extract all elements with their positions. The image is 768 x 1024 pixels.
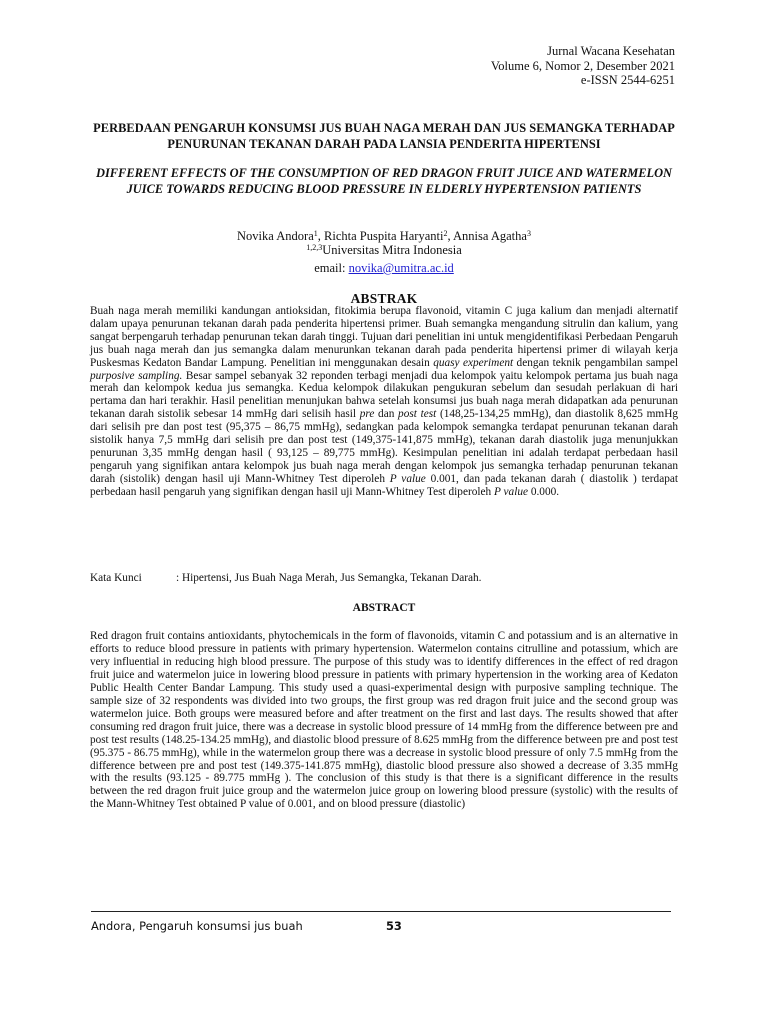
keywords-label: Kata Kunci [90,572,142,584]
abstrak-text-part: (148,25-134,25 mmHg), dan diastolik 8,625 mmHg dari selisih pre dan post test (95,375 – 86,75 mmHg), sedangkan pada kelompok semangka terdapat penurunan tekanan darah sistolik hanya 7,5 mmHg dari selisih pre dan post test (149,375-141,875 mmHg), tekanan darah diastolik juga menunjukkan penurunan 3,35 mmHg dengan hasil ( 93,125 – 89,775 mmHg). Kesimpulan penelitian ini adalah terdapat perbedaan hasil pengaruh yang signifikan antara kelompok jus buah naga merah dengan kelompok jus semangka terhadap penurunan tekanan darah (sistolik) dengan hasil uji Mann-Whitney Test diperoleh [90,408,679,485]
abstrak-italic-term: P value [389,472,426,485]
keywords-line [90,572,678,585]
page-number: 53 [386,919,402,933]
journal-header [491,44,675,88]
abstrak-italic-term: post test [398,408,437,421]
abstrak-text-part: 0.000. [528,485,560,498]
author-name: Richta Puspita Haryanti [324,229,444,243]
email-line [90,261,678,275]
abstrak-italic-term: quasy experiment [433,356,514,369]
journal-name: Jurnal Wacana Kesehatan [547,44,675,58]
abstrak-text-part: dan [374,408,399,421]
abstrak-text-part: Buah naga merah memiliki kandungan antioksidan, fitokimia berupa flavonoid, vitamin C juga kalium dan menjadi alternatif dalam upaya penurunan tekanan darah pada penderita hipertensi primer. Buah semangka mengandung sitrulin dan kalium, yang sangat berpengaruh terhadap penurunan tekan darah tinggi. Tujuan dari penelitian ini untuk mengidentifikasi Perbedaan Pengaruh jus buah naga merah dan jus semangka dalam menurunkan tekanan darah pada penderita hipertensi primer di wilayah kerja Puskesmas Kedaton Bandar Lampung. Penelitian ini menggunakan desain [90,305,678,369]
author-superscript: 3 [526,229,531,238]
abstrak-text-part: dengan teknik pengambilan sampel [513,356,678,369]
affiliation [90,243,678,257]
author-name: Novika Andora [237,229,314,243]
author-name: Annisa Agatha [453,229,527,243]
keywords-value: : Hipertensi, Jus Buah Naga Merah, Jus Semangka, Tekanan Darah. [176,572,482,584]
abstract-heading: ABSTRACT [352,602,416,614]
footer-divider [91,911,671,912]
author-separator: , [317,229,325,243]
abstrak-text-part: Besar sampel sebanyak 32 reponden terbagi menjadi dua kelompok yaitu kelompok pertama jus buah naga merah dan kelompok kedua jus semangka. Kedua kelompok dilakukan pengukuran sebelum dan sesudah perlakuan di hari pertama dan hari terakhir. Hasil penelitian menunjukan bahwa setelah konsumsi jus buah naga merah didapatkan ada penurunan tekanan darah sistolik sebesar 14 mmHg dari selisih hasil [90,369,678,421]
abstrak-text [90,305,678,499]
title-indonesian: PERBEDAAN PENGARUH KONSUMSI JUS BUAH NAGA MERAH DAN JUS SEMANGKA TERHADAP PENURUNAN TEKANAN DARAH PADA LANSIA PENDERITA HIPERTENSI [93,121,675,151]
abstrak-italic-term: P value [494,485,528,498]
author-superscript: 1 [313,229,318,238]
journal-issn: e-ISSN 2544-6251 [580,73,675,88]
author-separator: , [447,229,453,243]
abstrak-heading: ABSTRAK [350,291,418,306]
abstrak-text-part: 0.001, dan pada tekanan darah ( diastolik ) terdapat perbedaan hasil pengaruh yang signifikan dengan hasil uji Mann-Whitney Test diperoleh [90,472,679,498]
abstrak-italic-term: purposive sampling. [90,369,183,382]
abstract-text: Red dragon fruit contains antioxidants, phytochemicals in the form of flavonoids, vitamin C and potassium and is an alternative in efforts to reduce blood pressure in patients with primary hypertension. Watermelon contains citrulline and potassium, which are very influential in reducing high blood pressure. The purpose of this study was to identify differences in the effect of red dragon fruit juice and watermelon juice in lowering blood pressure in patients with primary hypertension in the working area of Kedaton Public Health Center Bandar Lampung. This study used a quasi-experimental design with purposive sampling technique. The sample size of 32 respondents was divided into two groups, the first group was red dragon fruit juice and the second group was watermelon juice. Both groups were measured before and after treatment on the first and last days. The results showed that after consuming red dragon fruit juice, there was a decrease in systolic blood pressure of 14 mmHg from the difference between pre and post test results (148.25-134.25 mmHg), and diastolic blood pressure of 8.625 mmHg from the difference between pre and post test (95.375 - 86.75 mmHg), while in the watermelon group there was a decrease in systolic blood pressure of only 7.5 mmHg from the difference between pre and post test (149.375-141.875 mmHg), diastolic blood pressure also showed a decrease of 3.35 mmHg with the results (93.125 - 89.775 mmHg ). The conclusion of this study is that there is a significant difference in the results between the red dragon fruit juice group and the watermelon juice group on lowering blood pressure (systolic) with the results of the Mann-Whitney Test obtained P value of 0.001, and on blood pressure (diastolic) [90,630,678,811]
affiliation-name: Universitas Mitra Indonesia [322,243,462,257]
author-superscript: 2 [443,229,448,238]
abstrak-italic-term: pre [359,408,375,421]
author-list [90,229,678,243]
email-label: email: [314,261,349,275]
running-title: Andora, Pengaruh konsumsi jus buah [91,919,303,933]
affiliation-superscript: 1,2,3 [306,243,323,252]
email-link[interactable]: novika@umitra.ac.id [348,261,454,275]
journal-volume: Volume 6, Nomor 2, Desember 2021 [490,58,675,73]
title-english: DIFFERENT EFFECTS OF THE CONSUMPTION OF RED DRAGON FRUIT JUICE AND WATERMELON JUICE TOWARDS REDUCING BLOOD PRESSURE IN ELDERLY HYPERTENSION PATIENTS [96,166,672,196]
